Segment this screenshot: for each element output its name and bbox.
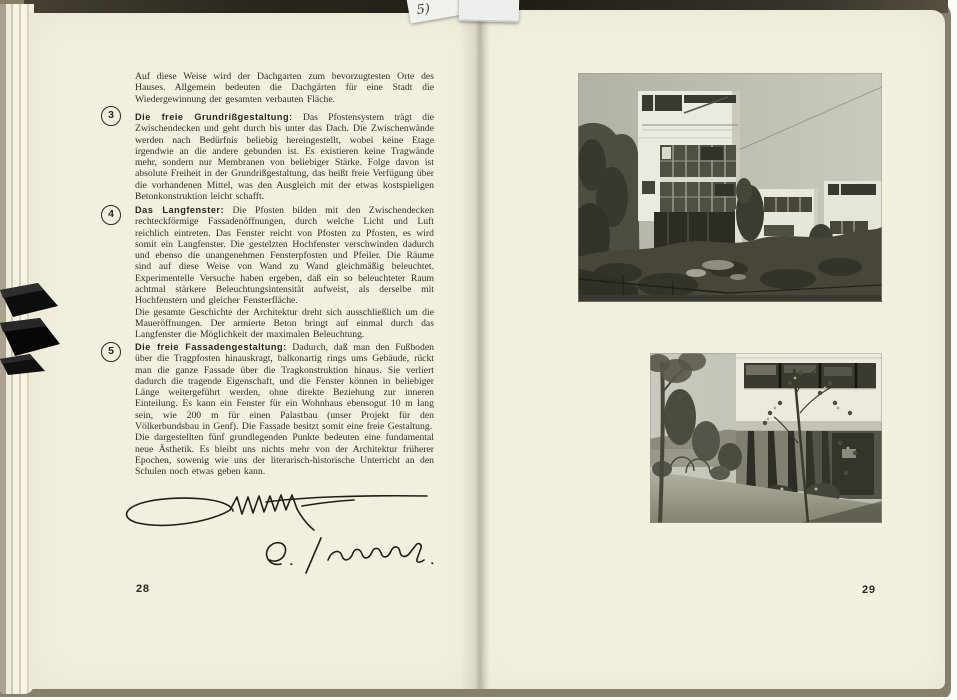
photo-house-pilotis bbox=[650, 353, 882, 523]
section-5-heading: Die freie Fassadengestaltung: bbox=[135, 342, 287, 352]
section-4-body: Die Pfosten bilden mit den Zwischendecken rechteckförmige Fassadenöffnungen, durch welche Licht und Luft reichlich eintreten. Das Fenster reicht von Pfosten zu Pfosten, es wird somit ein Langfenster. Die gestelzten Hochfenster verschwinden dadurch und ebenso die unangenehmen Fensterpfosten und Pfeiler. Die Räume sind auf diese Weise von Wand zu Wand gleichmäßig beleuchtet. Experimentelle Versuche haben ergeben, daß ein so beleuchteter Raum achtmal stärkere Beleuchtungsintensität aufweist, als derselbe mit Hochfenstern und gleicher Fensterfläche. bbox=[135, 205, 435, 307]
bookmark-handwriting: 5) bbox=[415, 1, 431, 19]
section-3-paragraph bbox=[135, 112, 434, 202]
section-4-heading: Das Langfenster: bbox=[135, 205, 225, 215]
section-number-3: 3 bbox=[101, 106, 121, 126]
photo-houses-hillside bbox=[578, 73, 882, 302]
intro-paragraph: Auf diese Weise wird der Dachgarten zum bevorzugtesten Orte des Hauses. Allgemein bedeuten die Dachgärten für eine Stadt die Wiedergewinnung der gesamten verbauten Fläche. bbox=[135, 71, 434, 105]
bookmark-tab-plain bbox=[459, 0, 520, 23]
section-3-body: Das Pfostensystem trägt die Zwischendecken und geht durch bis unter das Dach. Die Zwischenwände werden nach Bedürfnis beliebig hereingestellt, wobei keine Etage irgendwie an die andere gebunden ist. Es existieren keine Tragwände mehr, sondern nur Membranen von beliebiger Stärke. Folge davon ist absolute Freiheit in der Grundrißgestaltung, das heißt freie Verfügung über die vorhandenen Mittel, was den Ausgleich mit der etwas kostspieligen Betonkonstruktion leicht schafft. bbox=[135, 112, 434, 203]
page-number-right: 29 bbox=[862, 584, 876, 596]
section-5-paragraph bbox=[135, 342, 434, 478]
section-4-paragraph bbox=[135, 205, 434, 341]
section-5-body2: Die dargestellten fünf grundlegenden Punkte bedeuten eine fundamental neue Ästhetik. Es bleibt uns nichts mehr von der Architektur früherer Epochen, sowenig wie uns der literarisch-historische Unterricht an den Schulen noch etwas geben kann. bbox=[135, 432, 434, 478]
section-5-body: Dadurch, daß man den Fußboden über die Tragpfosten hinauskragt, balkonartig rings ums Gebäude, rückt man die ganze Fassade über die Tragkonstruktion hinaus. Sie verliert dadurch die tragende Eigenschaft, und die Fenster können in beliebiger Länge weitergeführt werden, ohne direkte Beziehung zur inneren Einteilung. Es kann ein Fenster für ein Wohnhaus ebensogut 10 m lang sein, wie 200 m für einen Palastbau (unser Projekt für den Völkerbundsbau in Genf). Die Fassade besitzt somit eine freie Gestaltung. bbox=[135, 342, 435, 433]
page-number-left: 28 bbox=[136, 583, 150, 595]
book-gutter bbox=[460, 10, 500, 689]
section-3-heading: Die freie Grundrißgestaltung: bbox=[135, 112, 293, 122]
section-number-4: 4 bbox=[101, 205, 121, 225]
le-corbusier-signature bbox=[118, 486, 433, 534]
section-number-5: 5 bbox=[101, 342, 121, 362]
p-jeanneret-signature bbox=[258, 536, 443, 576]
section-4-body2: Die gesamte Geschichte der Architektur dreht sich ausschließlich um die Maueröffnungen. Der armierte Beton bringt auf einmal durch das Langfenster die Möglichkeit der maximalen Beleuchtung. bbox=[135, 306, 434, 341]
binder-clip-icon bbox=[0, 283, 62, 375]
